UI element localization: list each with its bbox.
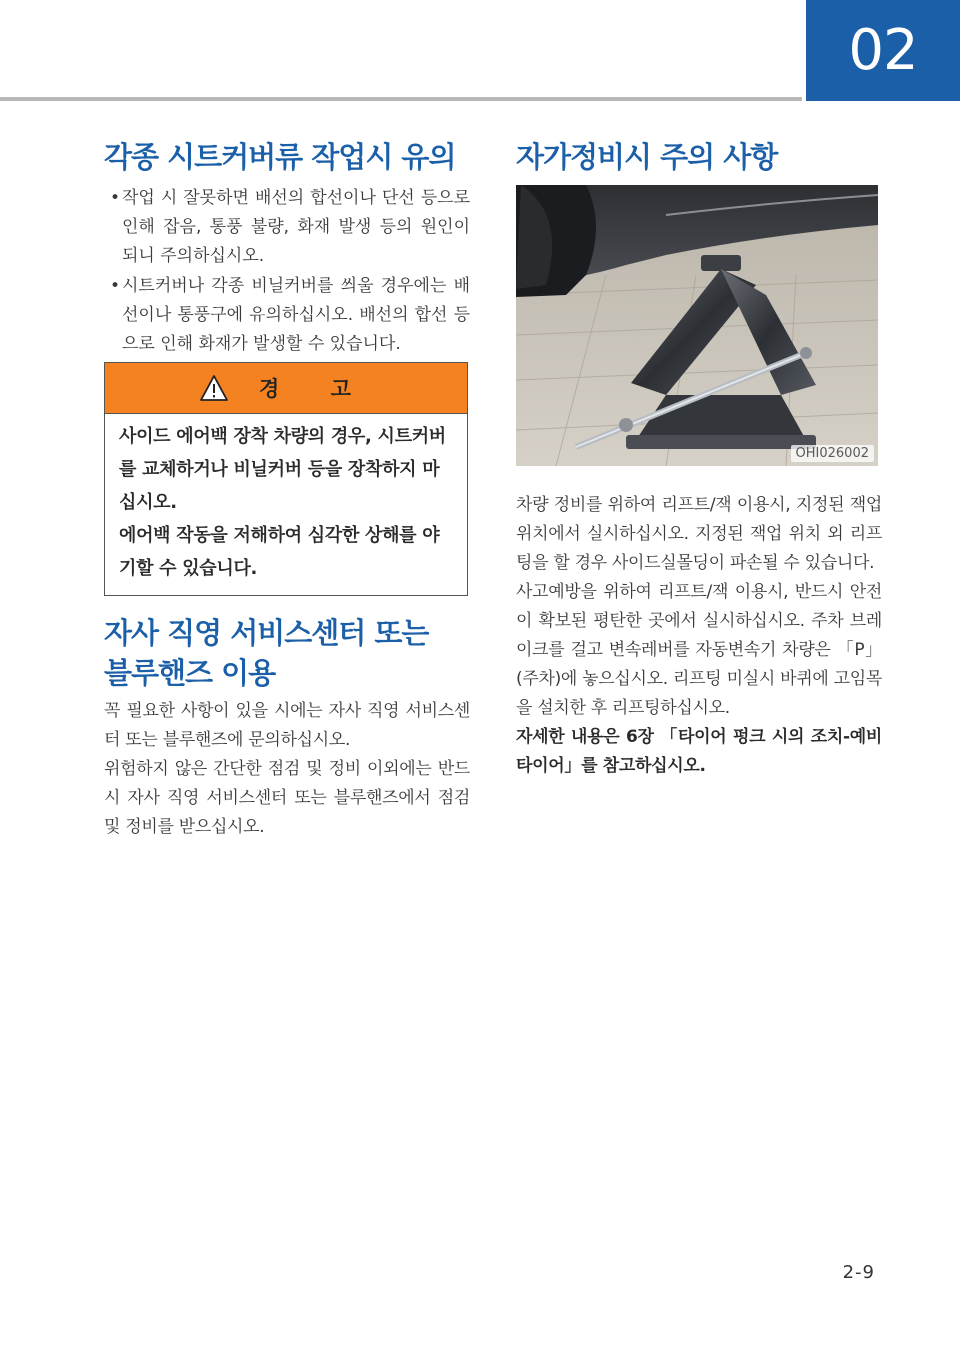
warning-text: 사이드 에어백 장착 차량의 경우, 시트커버를 교체하거나 비닐커버 등을 장착하지 마십시오. [119, 426, 446, 513]
jack-photo [516, 185, 878, 466]
bullet-dot: • [110, 188, 121, 208]
jack-illustration [516, 185, 878, 466]
bullet-dot: • [110, 276, 121, 296]
warning-box [104, 362, 468, 596]
chapter-number: 02 [848, 18, 918, 83]
seat-cover-bullet-list [104, 184, 470, 360]
paragraph: 위험하지 않은 간단한 점검 및 정비 이외에는 반드시 자사 직영 서비스센터 또는 블루핸즈에서 점검 및 정비를 받으십시오. [104, 759, 470, 837]
chapter-tab [806, 0, 960, 101]
section-title-service-center: 자사 직영 서비스센터 또는 블루핸즈 이용 [104, 616, 429, 690]
header-rule [0, 97, 802, 101]
page-number: 2-9 [842, 1262, 875, 1283]
service-center-text [104, 697, 470, 842]
list-item: • 시트커버나 각종 비닐커버를 씌울 경우에는 배선이나 통풍구에 유의하십시오. 배선의 합선 등으로 인해 화재가 발생할 수 있습니다. [104, 272, 470, 359]
image-code-label: OHI026002 [791, 445, 874, 462]
paragraph: 사고예방을 위하여 리프트/잭 이용시, 반드시 안전이 확보된 평탄한 곳에서 실시하십시오. 주차 브레이크를 걸고 변속레버를 자동변속기 차량은 「P」(주차)에 놓으십시오. 리프팅 미실시 바퀴에 고임목을 설치한 후 리프팅하십시오. [516, 582, 882, 718]
warning-text: 에어백 작동을 저해하여 심각한 상해를 야기할 수 있습니다. [119, 525, 440, 579]
warning-title: 경 고 [259, 377, 373, 401]
warning-triangle-icon [199, 374, 229, 402]
warning-body [105, 414, 467, 595]
section-title-self-maintenance: 자가정비시 주의 사항 [516, 140, 778, 174]
paragraph: 꼭 필요한 사항이 있을 시에는 자사 직영 서비스센터 또는 블루핸즈에 문의하십시오. [104, 701, 470, 750]
paragraph: 차량 정비를 위하여 리프트/잭 이용시, 지정된 잭업 위치에서 실시하십시오. 지정된 잭업 위치 외 리프팅을 할 경우 사이드실몰딩이 파손될 수 있습니다. [516, 495, 882, 573]
list-item: • 작업 시 잘못하면 배선의 합선이나 단선 등으로 인해 잡음, 통풍 불량, 화재 발생 등의 원인이 되니 주의하십시오. [104, 184, 470, 271]
warning-header [105, 363, 467, 414]
section-title-seat-cover: 각종 시트커버류 작업시 유의 [104, 140, 456, 174]
self-maintenance-text [516, 491, 882, 781]
reference-note: 자세한 내용은 6장 「타이어 펑크 시의 조치-예비타이어」를 참고하십시오. [516, 727, 882, 776]
